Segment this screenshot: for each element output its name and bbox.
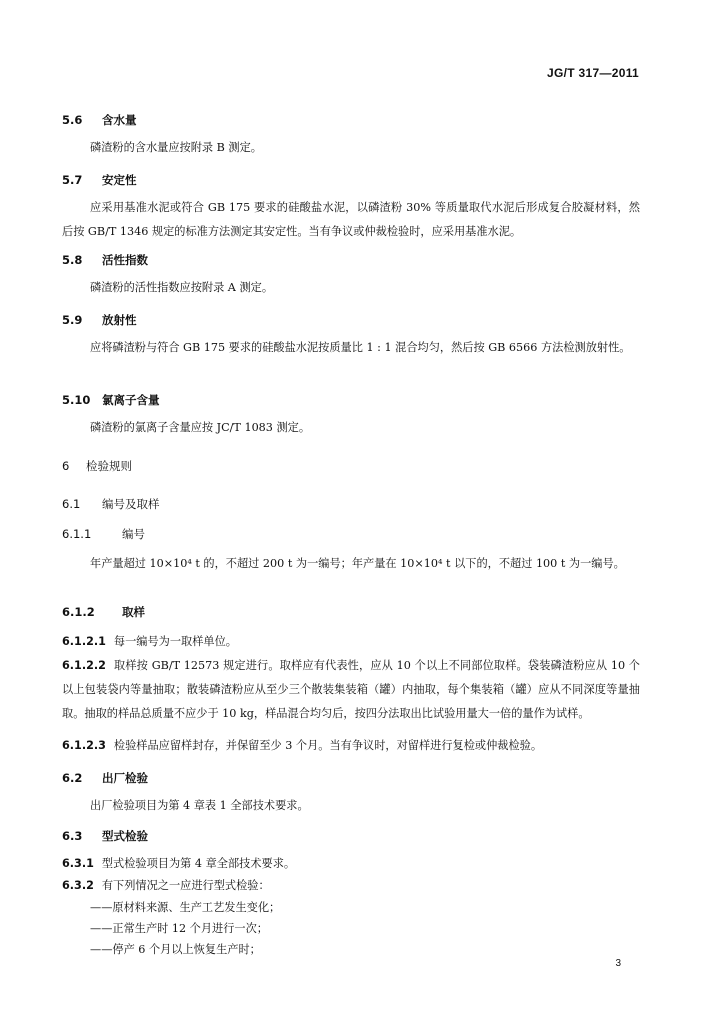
- clause-number: 6.3.2: [62, 879, 94, 892]
- clause-6-1-2-2: [62, 654, 640, 726]
- section-number: 6.1: [62, 497, 81, 511]
- clause-number: 6.1.2.1: [62, 635, 106, 648]
- clause-6-1-2-3: [62, 734, 640, 758]
- clause-text: 取样按 GB/T 12573 规定进行。取样应有代表性，应从 10 个以上不同部位取样。袋装磷渣粉应从 10 个以上包装袋内等量抽取；散装磷渣粉应从至少三个散装集装箱（罐）内抽取，每个集装箱（罐）应从不同深度等量抽取。抽取的样品总质量不应少于 10 kg，样品混合均匀后，按四分法取出比试验用量大一倍的量作为试样。: [62, 659, 640, 720]
- section-text-5-6: 磷渣粉的含水量应按附录 B 测定。: [90, 141, 262, 154]
- clause-6-1-2-1: [62, 630, 640, 654]
- section-number: 6.3: [62, 829, 83, 843]
- section-title: 型式检验: [102, 829, 148, 843]
- section-text-5-7: 应采用基准水泥或符合 GB 175 要求的硅酸盐水泥，以磷渣粉 30% 等质量取代水泥后形成复合胶凝材料，然后按 GB/T 1346 规定的标准方法测定其安定性。当有争议或仲裁检验时，应采用基准水泥。: [62, 201, 640, 238]
- page-number: 3: [615, 958, 621, 969]
- chapter-title: 检验规则: [86, 459, 132, 473]
- clause-6-3-2: [62, 874, 640, 898]
- section-number: 5.6: [62, 113, 83, 127]
- document-id: JG/T 317—2011: [547, 66, 639, 80]
- clause-number: 6.3.1: [62, 857, 94, 870]
- section-heading-6-3: [62, 828, 148, 844]
- section-text-6-2: 出厂检验项目为第 4 章表 1 全部技术要求。: [90, 799, 309, 812]
- section-heading-6-2: [62, 770, 148, 786]
- section-heading-6-1-2: [62, 604, 145, 620]
- section-number: 5.7: [62, 173, 83, 187]
- clause-number: 6.1.2.3: [62, 739, 106, 752]
- section-number: 5.8: [62, 253, 83, 267]
- clause-number: 6.1.2.2: [62, 659, 106, 672]
- section-title: 编号: [122, 527, 145, 541]
- section-number: 6.1.2: [62, 605, 95, 619]
- section-title: 取样: [122, 605, 145, 619]
- clause-text: 型式检验项目为第 4 章全部技术要求。: [101, 857, 296, 870]
- list-item: ——停产 6 个月以上恢复生产时；: [90, 943, 261, 956]
- section-text-5-9: 应将磷渣粉与符合 GB 175 要求的硅酸盐水泥按质量比 1 : 1 混合均匀，然后按 GB 6566 方法检测放射性。: [90, 341, 631, 354]
- section-title: 氯离子含量: [102, 393, 160, 407]
- section-title: 出厂检验: [102, 771, 148, 785]
- section-title: 放射性: [102, 313, 137, 327]
- section-title: 含水量: [102, 113, 137, 127]
- section-text-5-8: 磷渣粉的活性指数应按附录 A 测定。: [90, 281, 274, 294]
- clause-text: 有下列情况之一应进行型式检验：: [101, 879, 270, 892]
- section-number: 5.9: [62, 313, 83, 327]
- clause-text: 每一编号为一取样单位。: [113, 635, 237, 648]
- chapter-number: 6: [62, 459, 70, 473]
- list-item: ——原材料来源、生产工艺发生变化；: [90, 901, 281, 914]
- list-item: ——正常生产时 12 个月进行一次；: [90, 922, 268, 935]
- chapter-heading-6: [62, 458, 132, 474]
- section-heading-6-1-1: [62, 526, 145, 542]
- section-title: 编号及取样: [102, 497, 160, 511]
- section-heading-5-7: [62, 172, 137, 188]
- clause-text: 检验样品应留样封存，并保留至少 3 个月。当有争议时，对留样进行复检或仲裁检验。: [113, 739, 543, 752]
- section-heading-5-9: [62, 312, 137, 328]
- section-heading-6-1: [62, 496, 160, 512]
- section-heading-5-8: [62, 252, 148, 268]
- section-title: 安定性: [102, 173, 137, 187]
- section-number: 5.10: [62, 393, 91, 407]
- section-heading-5-6: [62, 112, 137, 128]
- section-title: 活性指数: [102, 253, 148, 267]
- section-heading-5-10: [62, 392, 160, 408]
- clause-6-3-1: [62, 852, 640, 876]
- section-text-6-1-1: 年产量超过 10×10⁴ t 的，不超过 200 t 为一编号；年产量在 10×10⁴ t 以下的，不超过 100 t 为一编号。: [90, 557, 625, 570]
- section-number: 6.1.1: [62, 527, 92, 541]
- section-number: 6.2: [62, 771, 83, 785]
- section-text-5-10: 磷渣粉的氯离子含量应按 JC/T 1083 测定。: [90, 421, 311, 434]
